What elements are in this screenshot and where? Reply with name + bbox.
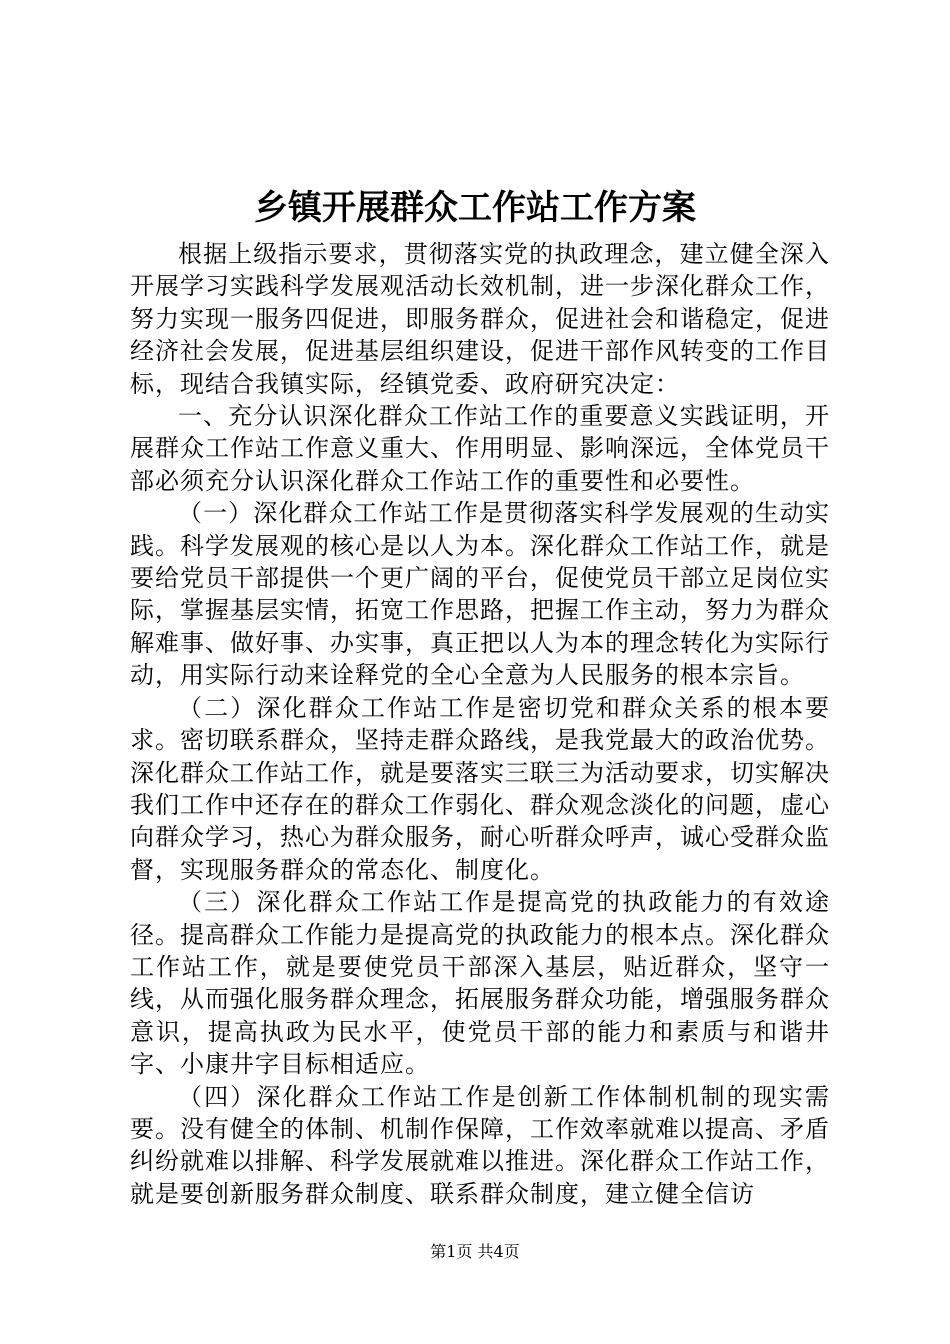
paragraph-section-1: 一、充分认识深化群众工作站工作的重要意义实践证明，开展群众工作站工作意义重大、作用明显、影响深远，全体党员干部必须充分认识深化群众工作站工作的重要性和必要性。 — [130, 402, 830, 495]
paragraph-item-2: （二）深化群众工作站工作是密切党和群众关系的根本要求。密切联系群众，坚持走群众路线，是我党最大的政治优势。深化群众工作站工作，就是要落实三联三为活动要求，切实解决我们工作中还存在的群众工作弱化、群众观念淡化的问题，虚心向群众学习，热心为群众服务，耐心听群众呼声，诚心受群众监督，实现服务群众的常态化、制度化。 — [130, 693, 830, 884]
paragraph-item-1: （一）深化群众工作站工作是贯彻落实科学发展观的生动实践。科学发展观的核心是以人为本。深化群众工作站工作，就是要给党员干部提供一个更广阔的平台，促使党员干部立足岗位实际，掌握基层实情，拓宽工作思路，把握工作主动，努力为群众解难事、做好事、办实事，真正把以人为本的理念转化为实际行动，用实际行动来诠释党的全心全意为人民服务的根本宗旨。 — [130, 499, 830, 690]
paragraph-item-3: （三）深化群众工作站工作是提高党的执政能力的有效途径。提高群众工作能力是提高党的执政能力的根本点。深化群众工作站工作，就是要使党员干部深入基层，贴近群众，坚守一线，从而强化服务群众理念，拓展服务群众功能，增强服务群众意识，提高执政为民水平，使党员干部的能力和素质与和谐井字、小康井字目标相适应。 — [130, 888, 830, 1079]
document-body — [130, 238, 830, 1210]
page-footer: 第1页 共4页 — [430, 1242, 520, 1261]
document-title: 乡镇开展群众工作站工作方案 — [254, 188, 696, 228]
paragraph-item-4: （四）深化群众工作站工作是创新工作体制机制的现实需要。没有健全的体制、机制作保障，工作效率就难以提高、矛盾纠纷就难以排解、科学发展就难以推进。深化群众工作站工作，就是要创新服务群众制度、联系群众制度，建立健全信访 — [130, 1082, 830, 1208]
paragraph-intro: 根据上级指示要求，贯彻落实党的执政理念，建立健全深入开展学习实践科学发展观活动长效机制，进一步深化群众工作，努力实现一服务四促进，即服务群众，促进社会和谐稳定，促进经济社会发展，促进基层组织建设，促进干部作风转变的工作目标，现结合我镇实际，经镇党委、政府研究决定： — [130, 240, 830, 398]
